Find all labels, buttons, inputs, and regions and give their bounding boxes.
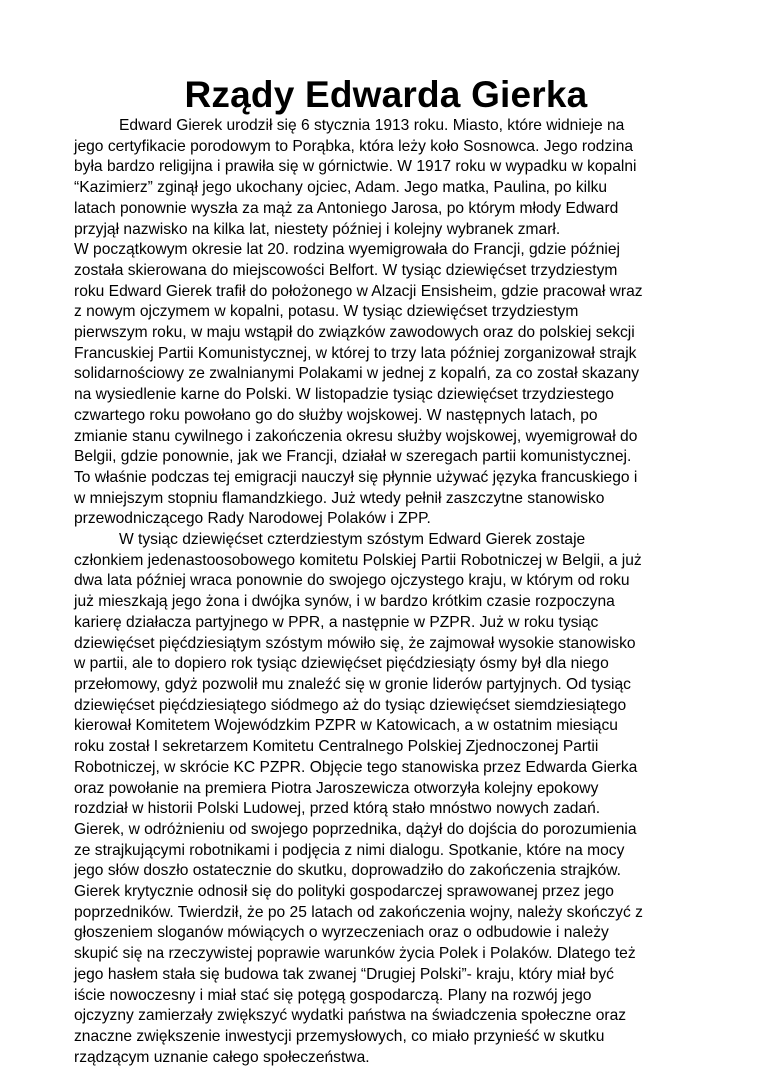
text-line: rządzącym uznanie całego społeczeństwa.	[74, 1048, 370, 1066]
text-line: przełomowy, gdyż pozwolił mu znaleźć się w gronie liderów partyjnych. Od tysiąc	[74, 675, 631, 693]
text-line: dziewięćset pięćdziesiątego siódmego aż do tysiąc dziewięćset siemdziesiątego	[74, 696, 627, 714]
text-line: iście nowoczesny i miał stać się potęgą gospodarczą. Plany na rozwój jego	[74, 986, 592, 1004]
text-line: Robotniczej, w skrócie KC PZPR. Objęcie tego stanowiska przez Edwarda Gierka	[74, 758, 638, 776]
text-line: znaczne zwiększenie inwestycji przemysłowych, co miało przynieść w skutku	[74, 1027, 605, 1045]
text-line: “Kazimierz” zginął jego ukochany ojciec, Adam. Jego matka, Paulina, po kilku	[74, 179, 608, 197]
text-line: roku został I sekretarzem Komitetu Centralnego Polskiej Zjednoczonej Partii	[74, 738, 599, 756]
text-line: dwa lata później wraca ponownie do swojego ojczystego kraju, w którym od roku	[74, 572, 630, 590]
text-line: Gierek, w odróżnieniu od swojego poprzednika, dążył do dojścia do porozumienia	[74, 820, 637, 838]
text-line: pierwszym roku, w maju wstąpił do związków zawodowych oraz do polskiej sekcji	[74, 324, 635, 342]
text-line: ojczyzny zamierzały zwiększyć wydatki państwa na świadczenia społeczne oraz	[74, 1007, 627, 1025]
text-line: przewodniczącego Rady Narodowej Polaków i ZPP.	[74, 510, 431, 528]
text-line: zmianie stanu cywilnego i zakończenia okresu służby wojskowej, wyemigrował do	[74, 427, 638, 445]
text-line: w mniejszym stopniu flamandzkiego. Już wtedy pełnił zaszczytne stanowisko	[74, 489, 605, 507]
text-line: rozdział w historii Polski Ludowej, przed którą stało mnóstwo nowych zadań.	[74, 800, 601, 818]
document-page	[74, 74, 698, 1068]
text-line: w partii, ale to dopiero rok tysiąc dziewięćset pięćdziesiąty ósmy był dla niego	[74, 655, 609, 673]
text-line: W początkowym okresie lat 20. rodzina wyemigrowała do Francji, gdzie później	[74, 241, 621, 259]
text-line: oraz powołanie na premiera Piotra Jaroszewicza otworzyła kolejny epokowy	[74, 779, 599, 797]
text-line: na wysiedlenie karne do Polski. W listopadzie tysiąc dziewięćset trzydziestego	[74, 386, 614, 404]
text-line: jego słów doszło ostatecznie do skutku, doprowadziło do zakończenia strajków.	[74, 862, 621, 880]
text-line: z nowym ojczymem w kopalni, potasu. W tysiąc dziewięćset trzydziestym	[74, 303, 579, 321]
paragraph-first-line: Edward Gierek urodził się 6 stycznia 1913 roku. Miasto, które widnieje na	[119, 117, 625, 134]
text-line: skupić się na rzeczywistej poprawie warunków życia Polek i Polaków. Dlatego też	[74, 945, 636, 963]
text-line: dziewięćset pięćdziesiątym szóstym mówiło się, że zajmował wysokie stanowisko	[74, 634, 636, 652]
text-line: czwartego roku powołano go do służby wojskowej. W następnych latach, po	[74, 406, 598, 424]
text-line: została skierowana do miejscowości Belfort. W tysiąc dziewięćset trzydziestym	[74, 261, 618, 279]
text-line: głoszeniem sloganów mówiących o wyrzeczeniach oraz o odbudowie i należy	[74, 924, 609, 942]
text-line: przyjął nazwisko na kilka lat, niestety później i kolejny wybranek zmarł.	[74, 220, 561, 238]
text-line: latach ponownie wyszła za mąż za Antoniego Jarosa, po którym młody Edward	[74, 199, 619, 217]
text-line: solidarnościowy ze zwalnianymi Polakami w jednej z kopalń, za co został skazany	[74, 365, 640, 383]
text-line: poprzedników. Twierdził, że po 25 latach od zakończenia wojny, należy skończyć z	[74, 903, 643, 921]
text-line: ze strajkującymi robotnikami i podjęcia z nimi dialogu. Spotkanie, które na mocy	[74, 841, 625, 859]
text-line: Francuskiej Partii Komunistycznej, w której to trzy lata później zorganizował strajk	[74, 344, 637, 362]
text-line: już mieszkają jego żona i dwójka synów, i w bardzo krótkim czasie rozpoczyna	[74, 593, 615, 611]
text-line: Belgii, gdzie ponownie, jak we Francji, działał w szeregach partii komunistycznej.	[74, 448, 632, 466]
paragraph-first-line: W tysiąc dziewięćset czterdziestym szóstym Edward Gierek zostaje	[119, 531, 586, 549]
text-line: To właśnie podczas tej emigracji nauczył się płynnie używać języka francuskiego i	[74, 468, 638, 486]
text-line: była bardzo religijna i prawiła się w górnictwie. W 1917 roku w wypadku w kopalni	[74, 158, 637, 176]
text-line: jego hasłem stała się budowa tak zwanej “Drugiej Polski”- kraju, który miał być	[74, 965, 614, 983]
text-line: członkiem jedenastoosobowego komitetu Polskiej Partii Robotniczej w Belgii, a już	[74, 551, 642, 569]
text-line: Gierek krytycznie odnosił się do polityki gospodarczej sprawowanej przez jego	[74, 883, 614, 901]
text-line: jego certyfikacie porodowym to Porąbka, która leży koło Sosnowca. Jego rodzina	[74, 137, 634, 155]
text-line: kierował Komitetem Wojewódzkim PZPR w Katowicach, a w ostatnim miesiącu	[74, 717, 618, 735]
document-body	[74, 116, 698, 1068]
text-line: roku Edward Gierek trafił do położonego w Alzacji Ensisheim, gdzie pracował wraz	[74, 282, 643, 300]
document-title: Rządy Edwarda Gierka	[184, 74, 588, 115]
text-line: karierę działacza partyjnego w PPR, a następnie w PZPR. Już w roku tysiąc	[74, 613, 599, 631]
